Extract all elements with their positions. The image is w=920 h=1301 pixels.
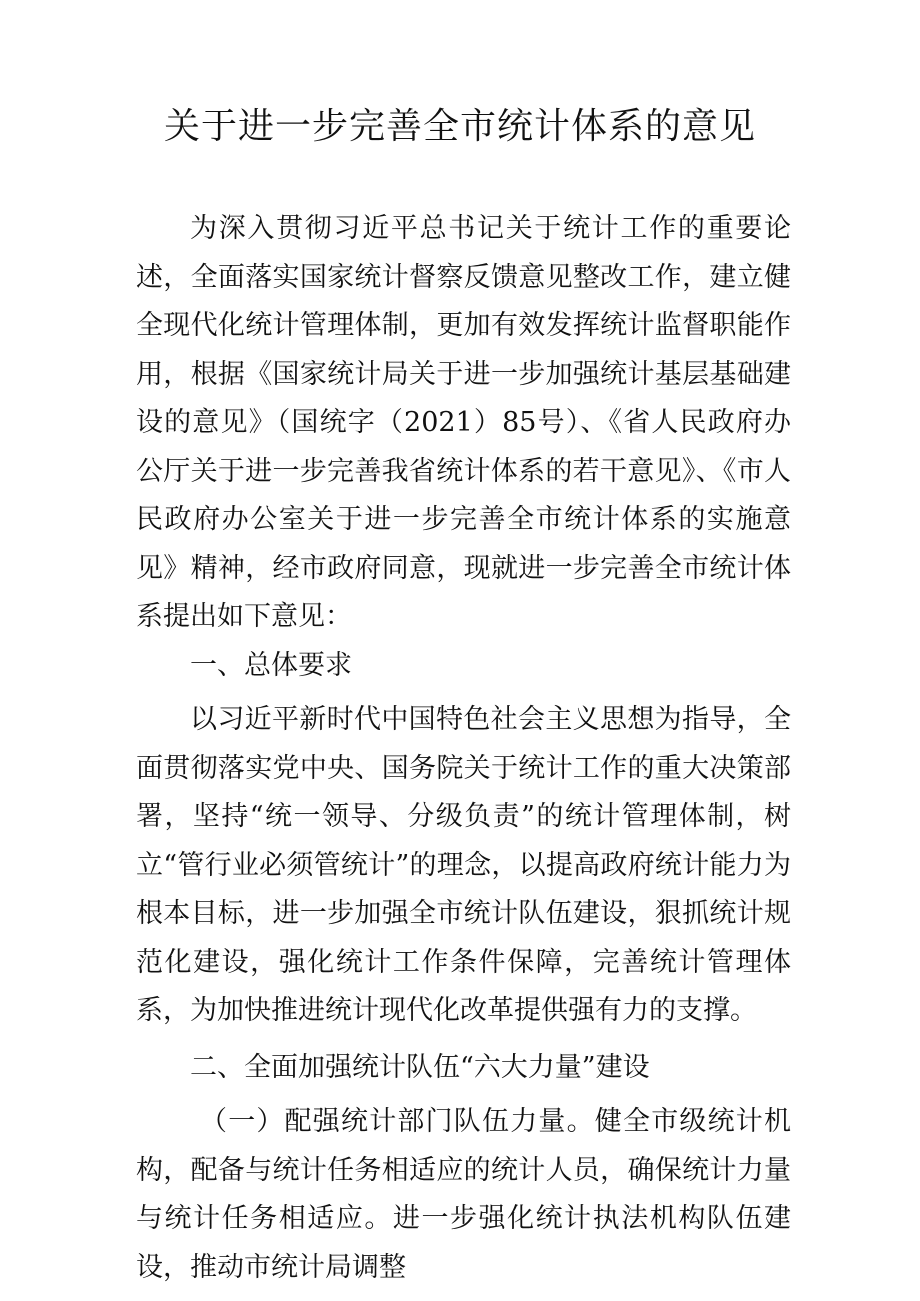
document-title: 关于进一步完善全市统计体系的意见 <box>163 106 756 147</box>
overall-requirements-paragraph: 以习近平新时代中国特色社会主义思想为指导，全面贯彻落实党中央、国务院关于统计工作的重大决策部署，坚持“统一领导、分级负责”的统计管理体制，树立“管行业必须管统计”的理念，以提高政府统计能力为根本目标，进一步加强全市统计队伍建设，狠抓统计规范化建设，强化统计工作条件保障，完善统计管理体系，为加快推进统计现代化改革提供强有力的支撑。 <box>136 704 791 1026</box>
team-building-item-1-paragraph: （一）配强统计部门队伍力量。健全市级统计机构，配备与统计任务相适应的统计人员，确保统计力量与统计任务相适应。进一步强化统计执法机构队伍建设，推动市统计局调整 <box>136 1106 791 1283</box>
document-body <box>136 205 791 1292</box>
section-heading-team-building: 二、全面加强统计队伍“六大力量”建设 <box>190 1051 650 1083</box>
section-heading-overall-requirements: 一、总体要求 <box>190 649 352 681</box>
intro-paragraph: 为深入贯彻习近平总书记关于统计工作的重要论述，全面落实国家统计督察反馈意见整改工作，建立健全现代化统计管理体制，更加有效发挥统计监督职能作用，根据《国家统计局关于进一步加强统计基层基础建设的意见》（国统字（2021）85号）、《省人民政府办公厅关于进一步完善我省统计体系的若干意见》、《市人民政府办公室关于进一步完善全市统计体系的实施意见》精神，经市政府同意，现就进一步完善全市统计体系提出如下意见： <box>136 213 791 632</box>
